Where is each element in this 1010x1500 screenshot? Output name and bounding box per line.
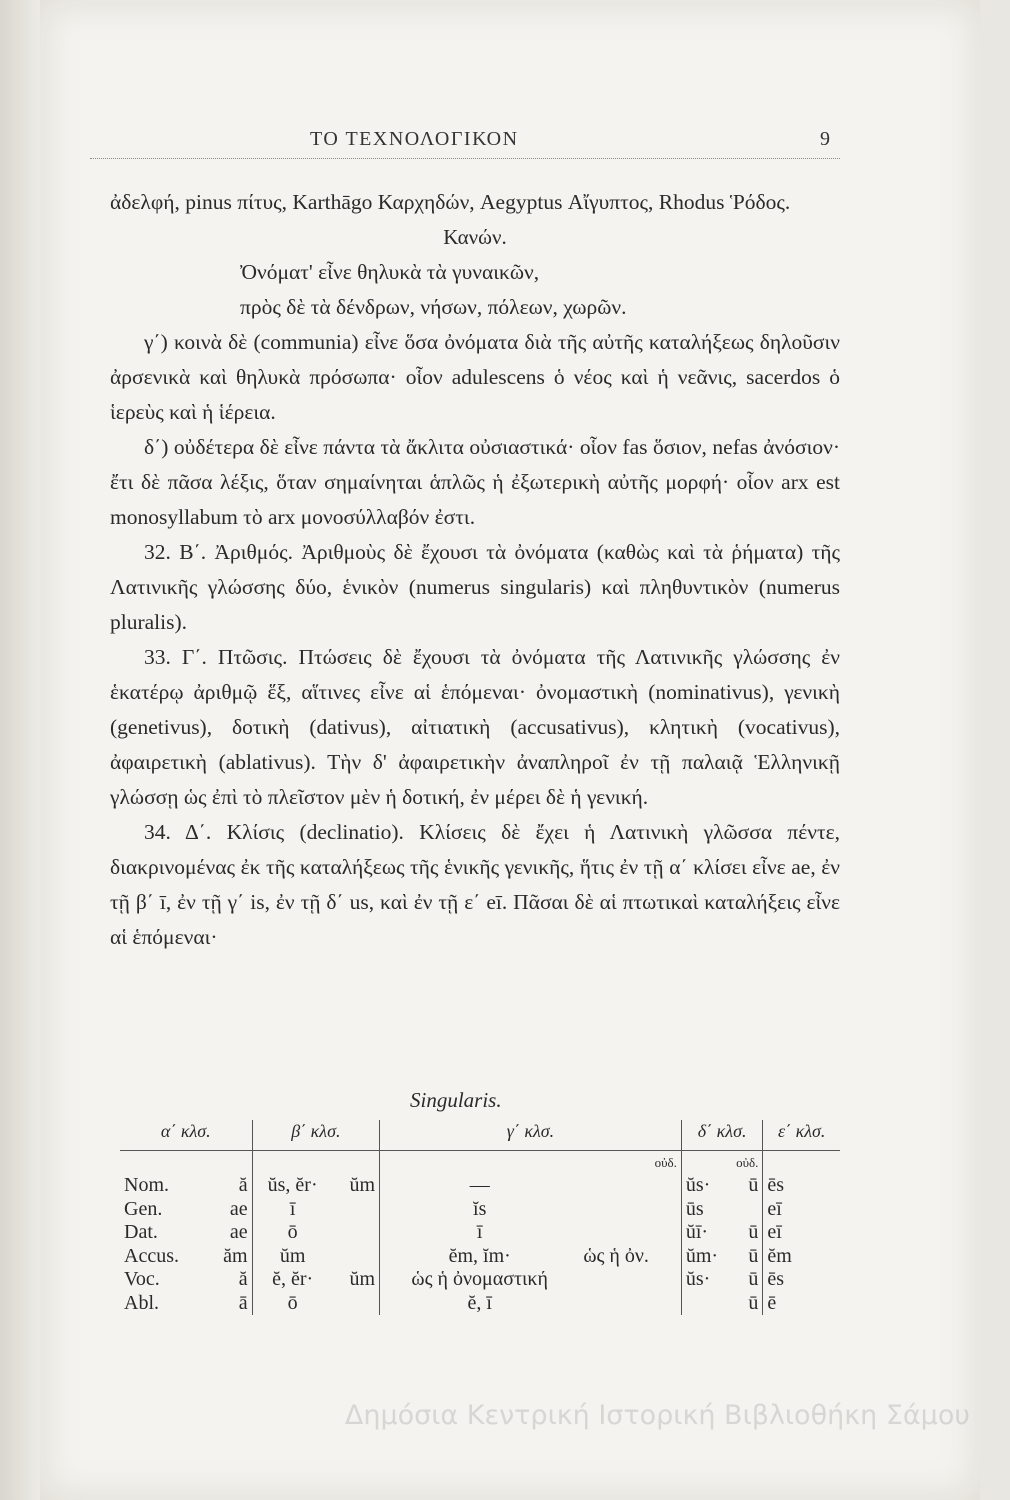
book-spine-shadow: [0, 0, 40, 1500]
neuter-label-decl-3: οὐδ.: [380, 1150, 682, 1174]
paragraph-communia: γ΄) κοινὰ δὲ (communia) εἶνε ὅσα ὀνόματα διὰ τῆς αὐτῆς καταλήξεως δηλοῦσιν ἀρσενικὰ καὶ θηλυκὰ πρόσωπα· οἷον adulescens ὁ νέος καὶ ἡ νεᾶνις, sacerdos ὁ ἱερεὺς καὶ ἡ ἱέρεια.: [110, 330, 840, 424]
decl-1-ending: ăm: [207, 1245, 252, 1269]
table-row: [120, 1221, 840, 1245]
paragraph-34-declinatio: 34. Δ΄. Κλίσις (declinatio). Κλίσεις δὲ ἔχει ἡ Λατινικὴ γλῶσσα πέντε, διακρινομένας ἐκ τῆς καταλήξεως τῆς ἑνικῆς γενικῆς, ἥτις ἐν τῇ α΄ κλίσει εἶνε ae, ἐν τῇ β΄ ī, ἐν τῇ γ΄ is, ἐν τῇ δ΄ us, καὶ ἐν τῇ ε΄ eī. Πᾶσαι δὲ αἱ πτωτικαὶ καταλήξεις εἶνε αἱ ἑπόμεναι·: [110, 820, 840, 949]
case-label: Dat.: [124, 1221, 158, 1243]
decl-4-ending: [681, 1292, 737, 1316]
decl-2-neuter-ending: ŭm: [333, 1174, 380, 1198]
decl-2-ending: ō: [287, 1291, 298, 1314]
paragraph-33-casus: 33. Γ΄. Πτῶσις. Πτώσεις δὲ ἔχουσι τὰ ὀνόματα τῆς Λατινικῆς γλώσσης ἐν ἑκατέρῳ ἀριθμῷ ἕξ, αἵτινες εἶνε αἱ ἑπόμεναι· ὀνομαστικὴ (nominativus), γενικὴ (genetivus), δοτικὴ (dativus), αἰτιατικὴ (accusativus), κλητικὴ (vocativus), ἀφαιρετικὴ (ablativus). Τὴν δ' ἀφαιρετικὴν ἀναπληροῖ ἐν τῇ παλαιᾷ Ἑλληνικῇ γλώσσῃ ὡς ἐπὶ τὸ πλεῖστον μὲν ἡ δοτική, ἐν μέρει δὲ ἡ γενική.: [110, 645, 840, 809]
decl-4-ending: ŭs·: [685, 1268, 711, 1290]
table-row: [120, 1292, 840, 1316]
decl-3-note: [579, 1198, 681, 1222]
decl-5-ending: ēs: [767, 1268, 785, 1290]
decl-4-neuter-ending: ū: [737, 1221, 762, 1245]
table-body: [120, 1174, 840, 1315]
case-label: Accus.: [124, 1244, 179, 1267]
decl-3-ending: —: [469, 1174, 490, 1196]
decl-3-note: ὡς ἡ ὀν.: [579, 1245, 681, 1269]
decl-2-ending: ŭm: [279, 1244, 306, 1267]
decl-4-neuter-ending: [737, 1198, 762, 1222]
decl-5-ending: eī: [767, 1221, 782, 1243]
header-rule: [90, 158, 840, 159]
canon-title: Κανών.: [443, 225, 507, 249]
running-header: ΤΟ ΤΕΧΝΟΛΟΓΙΚΟΝ: [310, 128, 519, 150]
library-watermark: Δημόσια Κεντρική Ιστορική Βιβλιοθήκη Σάμου: [344, 1400, 970, 1431]
decl-3-ending: ĭs: [473, 1197, 487, 1220]
decl-4-neuter-ending: ū: [737, 1174, 762, 1198]
decl-4-ending: ŭs·: [685, 1174, 711, 1196]
decl-2-neuter-ending: [333, 1221, 380, 1245]
decl-3-note: [579, 1292, 681, 1316]
decl-2-ending: ō: [287, 1221, 298, 1243]
paragraph-neutra: δ΄) οὐδέτερα δὲ εἶνε πάντα τὰ ἄκλιτα οὐσιαστικά· οἷον fas ὅσιον, nefas ἀνόσιον· ἔτι δὲ πᾶσα λέξις, ὅταν σημαίνηται ἁπλῶς ἡ ἐξωτερικὴ αὐτῆς μορφή· οἷον arx est monosyllabum τὸ arx μονοσύλλαβόν ἐστι.: [110, 435, 840, 529]
table-header-row: [120, 1120, 840, 1150]
canon-line-1: Ὀνόματ' εἶνε θηλυκὰ τὰ γυναικῶν,: [240, 260, 540, 284]
neuter-label-decl-4: οὐδ.: [681, 1150, 763, 1174]
decl-5-ending: eī: [767, 1197, 782, 1220]
canon-line-2: πρὸς δὲ τὰ δένδρων, νήσων, πόλεων, χωρῶν.: [240, 295, 627, 319]
decl-2-neuter-ending: [333, 1245, 380, 1269]
header-decl-1: α΄ κλσ.: [120, 1120, 252, 1150]
decl-2-neuter-ending: [333, 1198, 380, 1222]
header-decl-3: γ΄ κλσ.: [380, 1120, 682, 1150]
decl-1-ending: ā: [207, 1292, 252, 1316]
page-number: 9: [820, 128, 830, 150]
header-decl-2: β΄ κλσ.: [252, 1120, 379, 1150]
table-row: [120, 1268, 840, 1292]
decl-3-ending: ĕ, ī: [467, 1291, 492, 1314]
decl-1-ending: ae: [207, 1221, 252, 1245]
declension-table: [120, 1120, 840, 1315]
header-decl-5: ε΄ κλσ.: [763, 1120, 840, 1150]
paragraph-continuation: ἀδελφή, pinus πίτυς, Karthāgo Καρχηδών, Aegyptus Αἴγυπτος, Rhodus Ῥόδος.: [110, 190, 791, 214]
decl-3-ending: ĕm, ĭm·: [448, 1244, 511, 1267]
decl-5-ending: ēs: [767, 1174, 785, 1196]
decl-2-neuter-ending: [333, 1292, 380, 1316]
decl-4-neuter-ending: ū: [737, 1245, 762, 1269]
decl-1-ending: ă: [207, 1268, 252, 1292]
decl-3-note: [579, 1174, 681, 1198]
decl-3-ending: ὡς ἡ ὀνομαστική: [411, 1268, 548, 1290]
neuter-label-row: [120, 1150, 840, 1174]
decl-5-ending: ĕm: [767, 1244, 792, 1267]
case-label: Gen.: [124, 1197, 163, 1220]
paragraph-32-numerus: 32. Β΄. Ἀριθμός. Ἀριθμοὺς δὲ ἔχουσι τὰ ὀνόματα (καθὼς καὶ τὰ ῥήματα) τῆς Λατινικῆς γλώσσης δύο, ἑνικὸν (numerus singularis) καὶ πληθυντικὸν (numerus pluralis).: [110, 540, 840, 634]
table-row: [120, 1198, 840, 1222]
decl-4-neuter-ending: ū: [737, 1292, 762, 1316]
decl-4-ending: ūs: [685, 1197, 704, 1220]
decl-3-note: [579, 1268, 681, 1292]
decl-2-ending: ŭs, ĕr·: [267, 1174, 318, 1196]
decl-4-neuter-ending: ū: [737, 1268, 762, 1292]
decl-1-ending: ae: [207, 1198, 252, 1222]
body-text: [110, 185, 840, 955]
decl-4-ending: ŭm·: [685, 1244, 719, 1267]
decl-2-ending: ī: [289, 1197, 296, 1220]
case-label: Abl.: [124, 1291, 159, 1314]
table-row: [120, 1174, 840, 1198]
decl-2-ending: ĕ, ĕr·: [272, 1268, 314, 1290]
table-row: [120, 1245, 840, 1269]
case-label: Voc.: [124, 1268, 160, 1290]
decl-1-ending: ă: [207, 1174, 252, 1198]
table-caption: Singularis.: [410, 1088, 502, 1112]
decl-5-ending: ē: [767, 1291, 777, 1314]
decl-2-neuter-ending: ŭm: [333, 1268, 380, 1292]
decl-3-ending: ī: [476, 1221, 483, 1243]
decl-3-note: [579, 1221, 681, 1245]
header-decl-4: δ΄ κλσ.: [681, 1120, 763, 1150]
decl-4-ending: ŭī·: [685, 1221, 709, 1243]
case-label: Nom.: [124, 1174, 169, 1196]
